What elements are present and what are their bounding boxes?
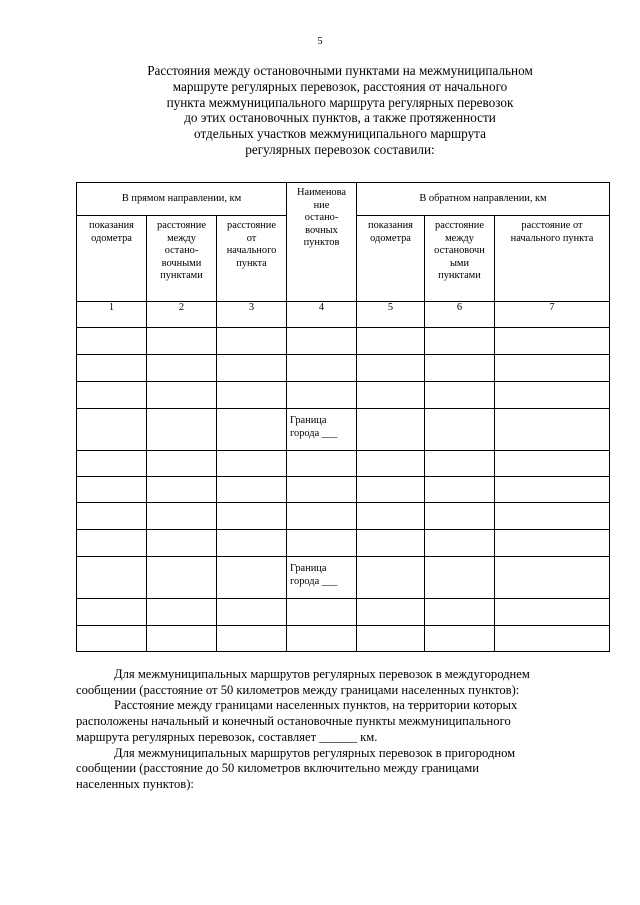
table-cell bbox=[425, 530, 495, 557]
table-cell bbox=[495, 382, 610, 409]
table-cell bbox=[357, 382, 425, 409]
title-line: Расстояния между остановочными пунктами на межмуниципальном bbox=[147, 63, 533, 78]
table-cell bbox=[217, 355, 287, 382]
body-text bbox=[76, 667, 609, 793]
table-row bbox=[77, 328, 610, 355]
table-cell bbox=[357, 409, 425, 451]
table-cell bbox=[217, 557, 287, 599]
table-cell bbox=[77, 451, 147, 477]
title-line: отдельных участков межмуниципального маршрута bbox=[194, 126, 486, 142]
table-cell bbox=[357, 599, 425, 626]
header-line: начального bbox=[226, 245, 277, 257]
forward-direction-header: В прямом направлении, км bbox=[77, 183, 287, 216]
table-cell bbox=[147, 409, 217, 451]
table-cell bbox=[217, 328, 287, 355]
paragraph-line: расположены начальный и конечный остановочные пункты межмуниципального bbox=[76, 714, 511, 729]
table-cell bbox=[147, 382, 217, 409]
table-cell bbox=[77, 599, 147, 626]
header-line: пунктами bbox=[438, 270, 481, 282]
table-cell bbox=[495, 599, 610, 626]
column-number-row bbox=[77, 302, 610, 328]
table-cell bbox=[287, 382, 357, 409]
table-cell bbox=[77, 477, 147, 503]
distance-between-forward-header bbox=[147, 216, 217, 302]
boundary-line: Граница bbox=[290, 415, 327, 426]
table-row bbox=[77, 382, 610, 409]
table-cell bbox=[217, 382, 287, 409]
table-row-boundary bbox=[77, 557, 610, 599]
column-number: 7 bbox=[495, 302, 610, 328]
header-line: вочными bbox=[161, 257, 202, 269]
table-cell bbox=[495, 626, 610, 652]
header-line: пунктов bbox=[303, 237, 340, 249]
table-cell bbox=[425, 451, 495, 477]
stops-name-header bbox=[287, 183, 357, 302]
header-line: расстояние bbox=[157, 220, 206, 231]
paragraph-line: Для межмуниципальных маршрутов регулярных перевозок в междугороднем bbox=[114, 667, 530, 681]
table-cell bbox=[425, 626, 495, 652]
header-line: пунктами bbox=[160, 270, 203, 282]
table-cell bbox=[217, 451, 287, 477]
paragraph-line: сообщении (расстояние до 50 километров включительно между границами bbox=[76, 761, 479, 776]
distance-from-start-reverse-header bbox=[495, 216, 610, 302]
table-cell bbox=[77, 409, 147, 451]
odometer-forward-header bbox=[77, 216, 147, 302]
table-cell bbox=[357, 626, 425, 652]
table-cell bbox=[357, 530, 425, 557]
table-cell bbox=[495, 451, 610, 477]
boundary-line: города ___ bbox=[290, 427, 338, 439]
page-number: 5 bbox=[317, 36, 323, 47]
table-cell bbox=[425, 503, 495, 530]
table-cell bbox=[357, 503, 425, 530]
document-title bbox=[90, 63, 590, 158]
reverse-direction-header: В обратном направлении, км bbox=[357, 183, 610, 216]
distance-between-reverse-header bbox=[425, 216, 495, 302]
stops-table bbox=[76, 182, 610, 652]
paragraph-line: маршрута регулярных перевозок, составляет ______ км. bbox=[76, 729, 378, 744]
boundary-line: города ___ bbox=[290, 575, 338, 587]
table-cell bbox=[147, 626, 217, 652]
table-row bbox=[77, 599, 610, 626]
table-cell bbox=[217, 599, 287, 626]
table-cell bbox=[425, 477, 495, 503]
table-cell bbox=[77, 557, 147, 599]
table-row bbox=[77, 355, 610, 382]
table-cell bbox=[287, 530, 357, 557]
header-line: остано- bbox=[304, 212, 339, 224]
table-cell bbox=[217, 503, 287, 530]
table-cell bbox=[425, 355, 495, 382]
table-cell bbox=[357, 557, 425, 599]
table-cell bbox=[357, 355, 425, 382]
header-line: одометра bbox=[91, 232, 132, 244]
header-line: начального пункта bbox=[510, 232, 594, 244]
table-cell bbox=[287, 451, 357, 477]
table-cell bbox=[147, 451, 217, 477]
title-line: маршруте регулярных перевозок, расстояния от начального bbox=[172, 78, 508, 94]
column-number: 5 bbox=[357, 302, 425, 328]
table-cell bbox=[287, 626, 357, 652]
distance-from-start-forward-header bbox=[217, 216, 287, 302]
table-cell bbox=[147, 530, 217, 557]
table-cell bbox=[287, 503, 357, 530]
table-row bbox=[77, 503, 610, 530]
table-cell bbox=[77, 503, 147, 530]
header-line: расстояние от bbox=[521, 220, 583, 231]
table-row bbox=[77, 626, 610, 652]
column-number: 4 bbox=[287, 302, 357, 328]
paragraph-line: Для межмуниципальных маршрутов регулярных перевозок в пригородном bbox=[114, 745, 516, 760]
table-cell bbox=[147, 328, 217, 355]
table-cell bbox=[287, 599, 357, 626]
boundary-line: Граница bbox=[290, 563, 327, 574]
table-cell bbox=[147, 477, 217, 503]
header-line: одометра bbox=[370, 232, 411, 244]
table-cell bbox=[495, 503, 610, 530]
paragraph-line: Расстояние между границами населенных пунктов, на территории которых bbox=[114, 698, 518, 713]
table-cell bbox=[77, 530, 147, 557]
table-cell bbox=[147, 557, 217, 599]
header-line: показания bbox=[89, 220, 134, 231]
column-number: 6 bbox=[425, 302, 495, 328]
header-line: расстояние bbox=[435, 220, 484, 231]
table-cell bbox=[495, 530, 610, 557]
header-line: между bbox=[167, 232, 196, 244]
table-cell bbox=[425, 328, 495, 355]
table-cell bbox=[217, 626, 287, 652]
table-cell bbox=[287, 328, 357, 355]
header-line: остановочн bbox=[434, 245, 485, 257]
column-number: 3 bbox=[217, 302, 287, 328]
header-line: расстояние bbox=[227, 220, 276, 231]
title-line: до этих остановочных пунктов, а также протяженности bbox=[184, 110, 496, 126]
column-number: 1 bbox=[77, 302, 147, 328]
table-cell bbox=[147, 355, 217, 382]
table-cell bbox=[357, 328, 425, 355]
table-cell bbox=[495, 477, 610, 503]
table-row-boundary bbox=[77, 409, 610, 451]
paragraph-intercity bbox=[76, 667, 609, 698]
table-cell bbox=[425, 599, 495, 626]
header-line: Наименова bbox=[296, 187, 346, 198]
header-line: показания bbox=[368, 220, 413, 231]
header-line: ыми bbox=[449, 257, 470, 269]
table-cell bbox=[147, 599, 217, 626]
table-cell bbox=[77, 382, 147, 409]
title-line: регулярных перевозок составили: bbox=[245, 141, 435, 157]
table-cell bbox=[425, 382, 495, 409]
table-cell bbox=[77, 626, 147, 652]
table-cell bbox=[217, 477, 287, 503]
city-boundary-cell bbox=[287, 557, 357, 599]
paragraph-boundary-distance bbox=[76, 698, 609, 745]
table-row bbox=[77, 451, 610, 477]
table-row bbox=[77, 477, 610, 503]
table-cell bbox=[357, 451, 425, 477]
table-cell bbox=[77, 355, 147, 382]
city-boundary-cell bbox=[287, 409, 357, 451]
table-cell bbox=[77, 328, 147, 355]
table-cell bbox=[495, 328, 610, 355]
odometer-reverse-header bbox=[357, 216, 425, 302]
header-line: между bbox=[445, 232, 474, 244]
header-line: пункта bbox=[236, 257, 267, 269]
table-cell bbox=[287, 477, 357, 503]
header-line: от bbox=[246, 232, 257, 244]
paragraph-line: населенных пунктов): bbox=[76, 776, 194, 791]
table-cell bbox=[147, 503, 217, 530]
header-line: остано- bbox=[164, 245, 199, 257]
paragraph-line: сообщении (расстояние от 50 километров между границами населенных пунктов): bbox=[76, 682, 520, 697]
title-line: пункта межмуниципального маршрута регулярных перевозок bbox=[166, 94, 514, 110]
table-cell bbox=[495, 557, 610, 599]
table-cell bbox=[495, 355, 610, 382]
table-cell bbox=[287, 355, 357, 382]
column-number: 2 bbox=[147, 302, 217, 328]
table-cell bbox=[495, 409, 610, 451]
table-cell bbox=[425, 557, 495, 599]
table-cell bbox=[357, 477, 425, 503]
table-cell bbox=[217, 530, 287, 557]
header-line: вочных bbox=[305, 224, 338, 236]
table-row bbox=[77, 530, 610, 557]
table-cell bbox=[217, 409, 287, 451]
table-cell bbox=[425, 409, 495, 451]
paragraph-suburban bbox=[76, 746, 609, 793]
header-line: ние bbox=[313, 199, 330, 211]
